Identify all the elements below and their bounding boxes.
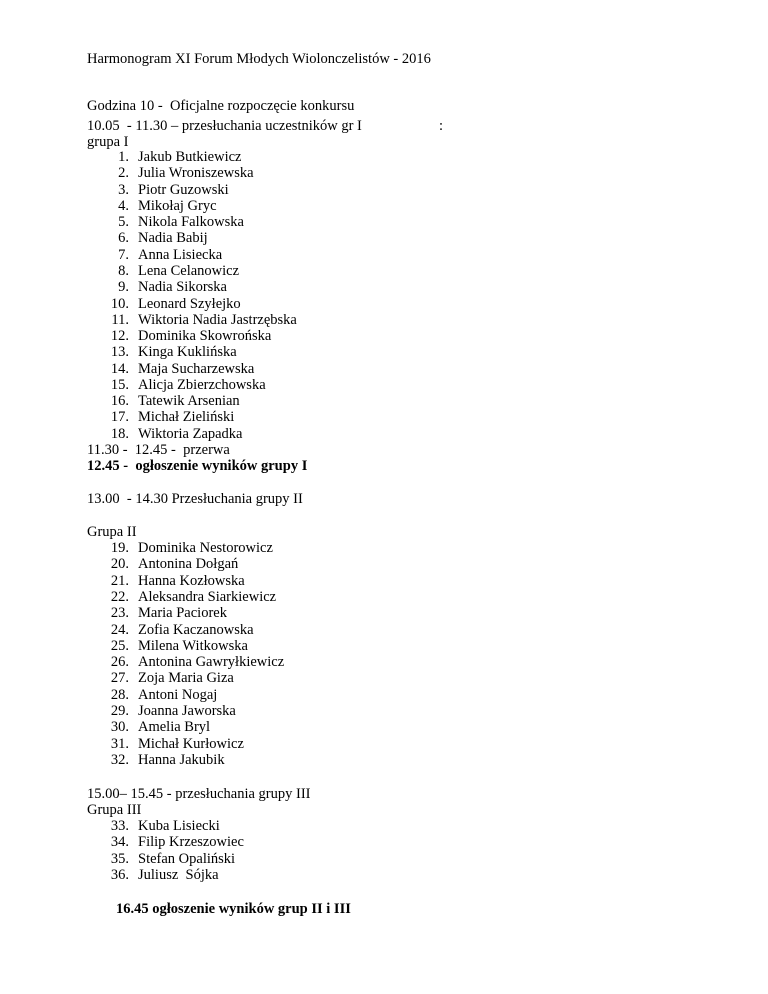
list-item-name: Hanna Kozłowska xyxy=(138,572,245,589)
list-item-name: Amelia Bryl xyxy=(138,719,211,736)
list-item-number-text: 32. xyxy=(110,751,129,768)
list-item-name: Lena Celanowicz xyxy=(138,262,240,279)
group3-schedule-line: 15.00– 15.45 - przesłuchania grupy III xyxy=(87,786,311,802)
list-item-name: Tatewik Arsenian xyxy=(138,393,240,410)
list-item-number-text: 15. xyxy=(110,376,129,393)
list-item-name: Filip Krzeszowiec xyxy=(138,834,244,851)
list-item-name: Kuba Lisiecki xyxy=(138,818,220,834)
list-item-number-text: 35. xyxy=(110,850,129,867)
list-item-name: Dominika Skowrońska xyxy=(138,328,272,345)
list-item-number-text: 30. xyxy=(110,719,129,736)
list-item-number-text: 20. xyxy=(110,556,129,573)
list-item-name: Antoni Nogaj xyxy=(138,686,218,703)
list-item-name: Leonard Szyłejko xyxy=(138,295,241,312)
group1-label: grupa I xyxy=(87,134,129,150)
list-item-number-text: 29. xyxy=(110,703,129,719)
list-item-name: Zoja Maria Giza xyxy=(138,670,234,687)
list-item-number-text: 4. xyxy=(118,197,129,214)
group1-results-line: 12.45 - ogłoszenie wyników grupy I xyxy=(87,458,308,474)
list-item-number-text: 36. xyxy=(110,866,129,883)
list-item-name: Alicja Zbierzchowska xyxy=(138,376,266,393)
list-item-number-text: 10. xyxy=(110,295,129,312)
document-title: Harmonogram XI Forum Młodych Wiolonczelistów - 2016 xyxy=(87,51,431,67)
list-item-name: Michał Kurłowicz xyxy=(138,735,244,752)
list-item-name: Antonina Gawryłkiewicz xyxy=(138,654,285,671)
list-item-number-text: 7. xyxy=(118,246,129,263)
list-item-number-text: 18. xyxy=(110,425,129,442)
list-item-name: Wiktoria Zapadka xyxy=(138,425,243,442)
group2-3-results-line: 16.45 ogłoszenie wyników grup II i III xyxy=(116,901,351,917)
list-item-name: Dominika Nestorowicz xyxy=(138,540,273,556)
list-item-number-text: 19. xyxy=(110,540,129,556)
list-item-number-text: 25. xyxy=(110,637,129,654)
list-item-number-text: 8. xyxy=(118,262,129,279)
list-item-number-text: 14. xyxy=(110,360,129,377)
list-item-name: Hanna Jakubik xyxy=(138,751,225,768)
list-item-number-text: 17. xyxy=(110,409,129,426)
list-item-name: Mikołaj Gryc xyxy=(138,197,217,214)
list-item-number-text: 21. xyxy=(110,572,129,589)
group2-label: Grupa II xyxy=(87,524,137,540)
list-item-name: Piotr Guzowski xyxy=(138,181,229,198)
list-item-name: Antonina Dołgań xyxy=(138,556,239,573)
list-item-name: Milena Witkowska xyxy=(138,637,248,654)
list-item-name: Zofia Kaczanowska xyxy=(138,621,254,638)
list-item-name: Maria Paciorek xyxy=(138,605,227,622)
group1-schedule-line: 10.05 - 11.30 – przesłuchania uczestników gr I xyxy=(87,118,362,134)
list-item-number-text: 9. xyxy=(118,279,129,296)
list-item-name: Juliusz Sójka xyxy=(138,866,219,883)
list-item-number-text: 1. xyxy=(118,149,129,165)
list-item-name: Aleksandra Siarkiewicz xyxy=(138,588,277,605)
break-line: 11.30 - 12.45 - przerwa xyxy=(87,442,230,458)
list-item-name: Anna Lisiecka xyxy=(138,246,223,263)
stray-colon: : xyxy=(439,118,444,134)
list-item-number-text: 24. xyxy=(110,621,129,638)
list-item-name: Joanna Jaworska xyxy=(138,703,236,719)
list-item-name: Jakub Butkiewicz xyxy=(138,149,242,165)
list-item-name: Kinga Kuklińska xyxy=(138,344,237,361)
list-item-number-text: 6. xyxy=(118,230,129,247)
list-item-number-text: 28. xyxy=(110,686,129,703)
list-item-number-text: 22. xyxy=(110,588,129,605)
list-item-number-text: 3. xyxy=(118,181,129,198)
list-item-name: Nikola Falkowska xyxy=(138,214,244,231)
list-item-name: Julia Wroniszewska xyxy=(138,165,254,182)
list-item-name: Nadia Babij xyxy=(138,230,208,247)
opening-line: Godzina 10 - Oficjalne rozpoczęcie konkursu xyxy=(87,98,355,114)
list-item-number-text: 23. xyxy=(110,605,129,622)
list-item-number-text: 11. xyxy=(111,311,129,328)
list-item-number-text: 16. xyxy=(110,393,129,410)
list-item-number-text: 2. xyxy=(118,165,129,182)
list-item-name: Michał Zieliński xyxy=(138,409,235,426)
list-item-number-text: 27. xyxy=(110,670,129,687)
list-item-name: Nadia Sikorska xyxy=(138,279,227,296)
list-item-number-text: 34. xyxy=(110,834,129,851)
list-item-name: Maja Sucharzewska xyxy=(138,360,255,377)
list-item-name: Wiktoria Nadia Jastrzębska xyxy=(138,311,297,328)
list-item-number-text: 12. xyxy=(110,328,129,345)
list-item-number-text: 31. xyxy=(110,735,129,752)
list-item-name: Stefan Opaliński xyxy=(138,850,236,867)
list-item-number-text: 13. xyxy=(110,344,129,361)
list-item-number-text: 26. xyxy=(110,654,129,671)
group3-label: Grupa III xyxy=(87,802,142,818)
list-item-number-text: 33. xyxy=(110,818,129,834)
list-item-number-text: 5. xyxy=(118,214,129,231)
group2-schedule-line: 13.00 - 14.30 Przesłuchania grupy II xyxy=(87,491,303,507)
